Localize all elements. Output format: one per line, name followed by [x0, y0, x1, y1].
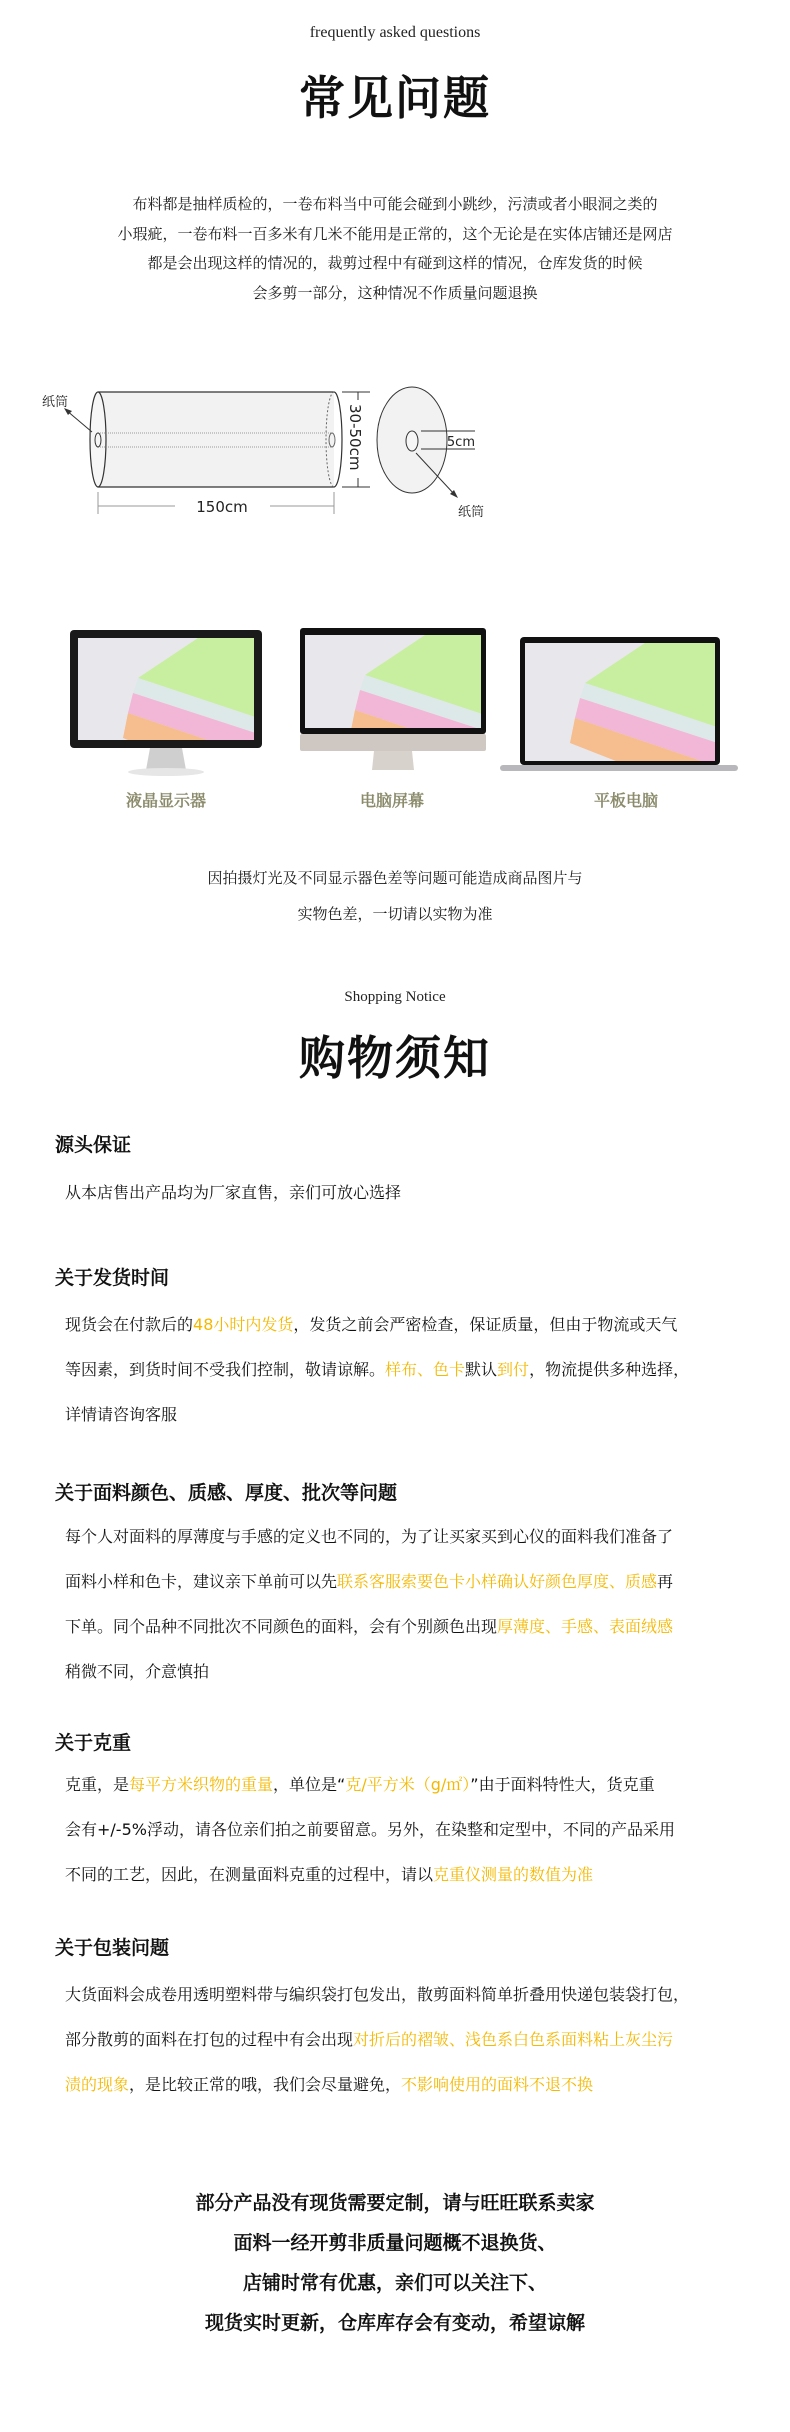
highlight-text: 克/平方米（g/㎡）: [345, 1775, 471, 1794]
faq-line: 都是会出现这样的情况的，裁剪过程中有碰到这样的情况，仓库发货的时候: [147, 254, 643, 272]
body-text: 等因素，到货时间不受我们控制，敬请谅解。: [65, 1360, 386, 1379]
section-line: [65, 1522, 765, 1567]
section-body: [65, 1178, 765, 1223]
core-label-right: 纸筒: [458, 505, 485, 520]
closing-notes: [0, 2183, 790, 2343]
faq-line: 布料都是抽样质检的，一卷布料当中可能会碰到小跳纱，污渍或者小眼洞之类的: [132, 195, 658, 213]
body-text: 部分散剪的面料在打包的过程中有会出现: [65, 2030, 354, 2049]
body-text: 现货会在付款后的: [65, 1315, 194, 1334]
highlight-text: 联系客服索要色卡小样确认好颜色厚度、质感: [337, 1572, 658, 1591]
core-label-left: 纸筒: [42, 395, 69, 410]
section-line: [65, 2070, 765, 2115]
display-devices: [0, 600, 790, 780]
section-heading: 关于发货时间: [55, 1267, 170, 1289]
section-line: [65, 1612, 765, 1657]
body-text: 稍微不同，介意慎拍: [65, 1662, 210, 1681]
section-heading: 源头保证: [55, 1134, 132, 1156]
faq-subtitle: frequently asked questions: [309, 24, 481, 41]
highlight-text: 不影响使用的面料不退不换: [401, 2075, 594, 2094]
faq-line: 小瑕疵，一卷布料一百多米有几米不能用是正常的，这个无论是在实体店铺还是网店: [117, 224, 673, 243]
body-text: 从本店售出产品均为厂家直售，亲们可放心选择: [65, 1183, 402, 1202]
highlight-text: 厚薄度、手感、表面绒感: [497, 1617, 674, 1636]
highlight-text: 渍的现象: [65, 2075, 130, 2094]
section-body: [65, 1770, 765, 1905]
closing-line: 面料一经开剪非质量问题概不退换货、: [233, 2232, 557, 2254]
fabric-roll-diagram: [0, 360, 790, 520]
color-disclaimer: [0, 860, 790, 932]
notice-subtitle: Shopping Notice: [344, 989, 446, 1005]
closing-line: 部分产品没有现货需要定制，请与旺旺联系卖家: [195, 2192, 595, 2214]
laptop: [500, 637, 790, 780]
monitor-label-desktop: 电脑屏幕: [359, 791, 424, 810]
monitor-label-tablet: 平板电脑: [593, 791, 658, 810]
body-text: 下单。同个品种不同批次不同颜色的面料，会有个别颜色出现: [65, 1617, 498, 1636]
section-line: [65, 1815, 765, 1860]
section-line: [65, 2025, 765, 2070]
notice-title: 购物须知: [299, 1031, 491, 1085]
highlight-text: 克重仪测量的数值为准: [433, 1865, 594, 1884]
section-line: [65, 1657, 765, 1702]
body-text: 不同的工艺，因此，在测量面料克重的过程中，请以: [65, 1865, 434, 1884]
section-heading: 关于克重: [55, 1732, 132, 1754]
faq-paragraph: [0, 190, 790, 308]
section-line: [65, 1980, 765, 2025]
section-line: [65, 1178, 765, 1223]
disclaimer-line: 实物色差，一切请以实物为准: [297, 905, 493, 923]
highlight-text: 每平方米织物的重量: [129, 1775, 274, 1794]
section-line: [65, 1860, 765, 1905]
body-text: ，物流提供多种选择，: [529, 1360, 690, 1379]
core-size-label: 5cm: [446, 435, 475, 450]
body-text: 会有+/-5%浮动，请各位亲们拍之前要留意。另外，在染整和定型中，不同的产品采用: [65, 1820, 675, 1839]
body-text: ，是比较正常的哦，我们会尽量避免，: [129, 2075, 402, 2094]
monitor-label-lcd: 液晶显示器: [125, 791, 206, 810]
roll-cylinder: [90, 392, 342, 487]
body-text: ，单位是“: [273, 1775, 346, 1794]
section-body: [65, 1522, 765, 1702]
body-text: 默认: [465, 1360, 498, 1379]
section-line: [65, 1770, 765, 1815]
faq-title: 常见问题: [299, 71, 491, 125]
section-line: [65, 1400, 765, 1445]
section-body: [65, 1980, 765, 2115]
section-line: [65, 1567, 765, 1612]
section-body: [65, 1310, 765, 1445]
section-line: [65, 1355, 765, 1400]
body-text: 克重，是: [65, 1775, 130, 1794]
diameter-label: 30-50cm: [346, 404, 364, 471]
section-line: [65, 1310, 765, 1355]
closing-line: 店铺时常有优惠，亲们可以关注下、: [242, 2272, 547, 2294]
section-heading: 关于面料颜色、质感、厚度、批次等问题: [55, 1482, 398, 1504]
section-heading: 关于包装问题: [55, 1937, 170, 1959]
body-text: ”由于面料特性大，货克重: [470, 1775, 655, 1794]
highlight-text: 到付: [497, 1360, 530, 1379]
highlight-text: 样布、色卡: [385, 1360, 466, 1379]
disclaimer-line: 因拍摄灯光及不同显示器色差等问题可能造成商品图片与: [207, 869, 583, 887]
length-label: 150cm: [196, 498, 248, 516]
body-text: 大货面料会成卷用透明塑料带与编织袋打包发出，散剪面料简单折叠用快递包装袋打包，: [65, 1985, 690, 2004]
body-text: 每个人对面料的厚薄度与手感的定义也不同的，为了让买家买到心仪的面料我们准备了: [65, 1527, 674, 1546]
highlight-text: 对折后的褶皱、浅色系白色系面料粘上灰尘污: [353, 2030, 674, 2049]
body-text: ，发货之前会严密检查，保证质量，但由于物流或天气: [293, 1315, 678, 1334]
body-text: 面料小样和色卡，建议亲下单前可以先: [65, 1572, 338, 1591]
body-text: 再: [657, 1572, 674, 1591]
closing-line: 现货实时更新，仓库库存会有变动，希望谅解: [204, 2312, 585, 2334]
core-arrow-left: [66, 410, 92, 432]
highlight-text: 48小时内发货: [193, 1315, 294, 1334]
body-text: 详情请咨询客服: [65, 1405, 178, 1424]
faq-line: 会多剪一部分，这种情况不作质量问题退换: [252, 283, 538, 302]
